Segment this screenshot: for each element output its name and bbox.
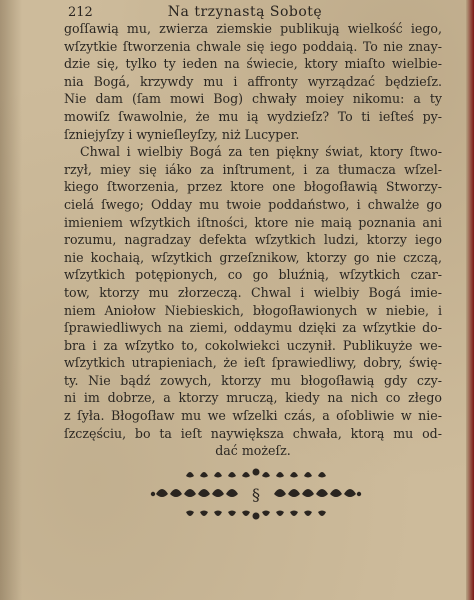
body-text [64,20,442,460]
text-line: bra i za wſzytko to, cokolwiekci uczynił. Publikuyże we- [64,337,442,353]
text-line: niem Aniołow Niebieskich, błogoſławionych w niebie, i [64,302,442,318]
text-line: dzie się, tylko ty ieden na świecie, ktory miaſto wielbie- [64,56,442,72]
text-line: mowiſz ſwawolnie, że mu ią wydzieſz? To ti ieſteś py- [64,108,442,124]
text-line: ſzczęściu, bo ta ieſt naywiększa chwała, ktorą mu od- [64,425,442,441]
text-line: ty. Nie bądź zowych, ktorzy mu błogoſławią gdy czy- [64,372,442,388]
text-line: ſprawiedliwych na ziemi, oddaymu dzięki za wſzytkie do- [64,320,442,336]
text-line: rozumu, nagradzay defekta wſzytkich ludzi, ktorzy iego [64,232,442,248]
page-number: 212 [68,5,93,20]
page-header [46,2,444,22]
text-line: imieniem wſzytkich iſtności, ktore nie maią poznania ani [64,214,442,230]
binding-edge [466,0,474,600]
ornament-top-row [186,469,326,478]
running-head: Na trzynastą Sobotę [167,4,323,20]
text-line: ſzniejyſzy i wynieſleyſzy, niż Lucyper. [64,126,300,142]
text-line: wſzytkie ſtworzenia chwale się iego poddaią. To nie znay- [64,38,442,54]
decorative-tailpiece [150,462,362,522]
ornament-bottom-row [186,511,326,520]
text-line: rzył, miey się iáko za inſtrument, i za tłumacza wſzel- [64,161,442,177]
text-line: wſzytkich utrapieniach, że ieſt ſprawiedliwy, dobry, świę- [64,355,442,371]
text-line: dać możeſz. [215,443,291,459]
text-line: kiego ſtworzenia, przez ktore one błogoſławią Stworzy- [64,179,442,195]
text-line: goſſawią mu, zwierza ziemskie publikują wielkość iego, [64,21,442,36]
text-line: Nie dam (ſam mowi Bog) chwały moiey nikomu: a ty [64,91,442,107]
text-line: cielá ſwego; Odday mu twoie poddaństwo, i chwalże go [64,196,442,212]
text-line: tow, ktorzy mu złorzeczą. Chwal i wielbiy Bogá imie- [64,284,442,300]
ornament-center-glyph: § [252,485,260,504]
text-line: ni im dobrze, a ktorzy mruczą, kiedy na nich co złego [64,390,442,406]
text-line: nie kochaią, wſzytkich grzeſznikow, ktorzy go nie czczą, [64,249,442,265]
text-line: wſzytkich potępionych, co go bluźnią, wſzytkich czar- [64,267,442,283]
text-line: Chwal i wielbiy Bogá za ten piękny świat, ktory ſtwo- [80,144,442,160]
text-line: nia Bogá, krzywdy mu i affronty wyrządzać będzieſz. [64,73,442,89]
text-line: z ſyła. Błogoſław mu we wſzelki czás, a oſobliwie w nie- [64,408,442,424]
